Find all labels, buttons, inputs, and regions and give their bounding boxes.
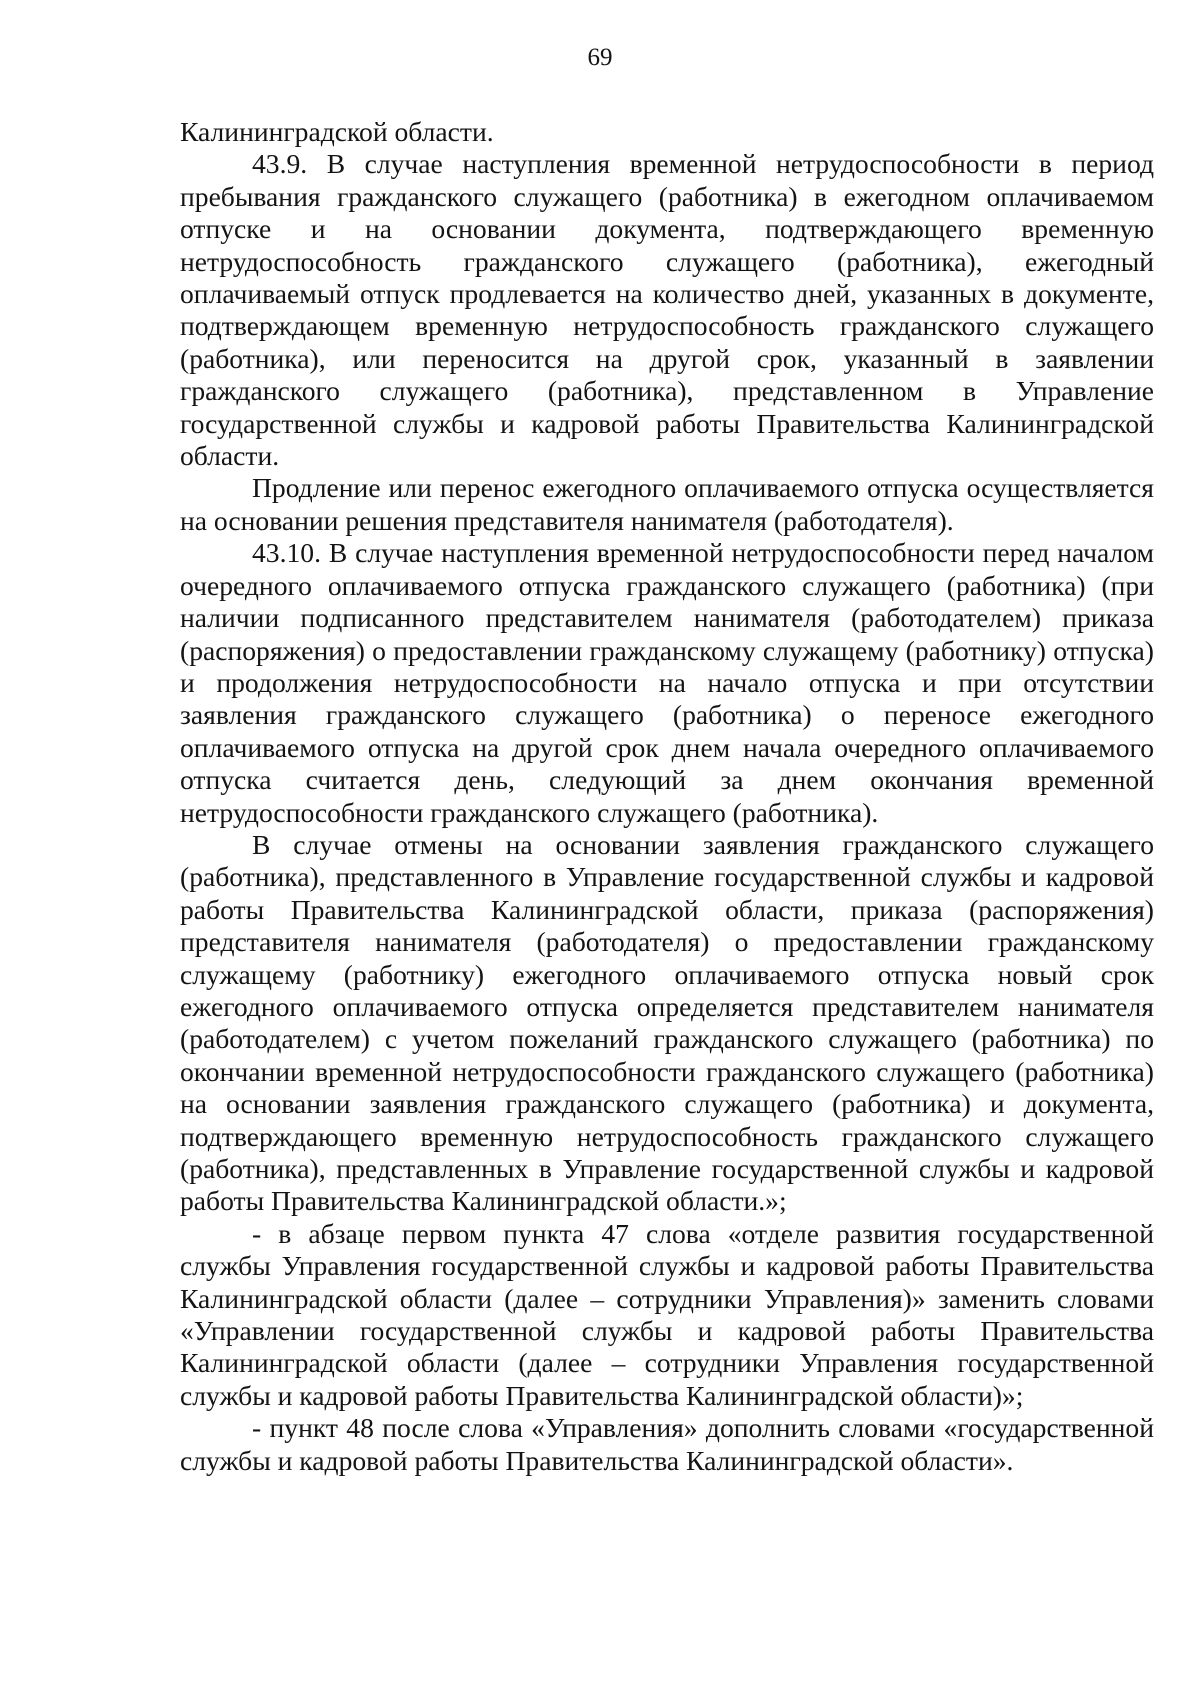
paragraph-cancellation: В случае отмены на основании заявления гражданского служащего (работника), представленного в Управление государственной службы и кадровой работы Правительства Калининградской области, приказа (распоряжения) представителя нанимателя (работодателя) о предоставлении гражданскому служащему (работнику) ежегодного оплачиваемого отпуска новый срок ежегодного оплачиваемого отпуска определяется представителем нанимателя (работодателем) с учетом пожеланий гражданского служащего (работника) по окончании временной нетрудоспособности гражданского служащего (работника) на основании заявления гражданского служащего (работника) и документа, подтверждающего временную нетрудоспособность гражданского служащего (работника), представленных в Управление государственной службы и кадровой работы Правительства Калининградской области.»; [180, 828, 1154, 1217]
document-body [180, 116, 1154, 1477]
paragraph-43-10: 43.10. В случае наступления временной нетрудоспособности перед началом очередного оплачиваемого отпуска гражданского служащего (работника) (при наличии подписанного представителем нанимателя (работодателем) приказа (распоряжения) о предоставлении гражданскому служащему (работнику) отпуска) и продолжения нетрудоспособности на начало отпуска и при отсутствии заявления гражданского служащего (работника) о переносе ежегодного оплачиваемого отпуска на другой срок днем начала очередного оплачиваемого отпуска считается день, следующий за днем окончания временной нетрудоспособности гражданского служащего (работника). [180, 537, 1154, 828]
paragraph-43-9: 43.9. В случае наступления временной нетрудоспособности в период пребывания гражданского служащего (работника) в ежегодном оплачиваемом отпуске и на основании документа, подтверждающего временную нетрудоспособность гражданского служащего (работника), ежегодный оплачиваемый отпуск продлевается на количество дней, указанных в документе, подтверждающем временную нетрудоспособность гражданского служащего (работника), или переносится на другой срок, указанный в заявлении гражданского служащего (работника), представленном в Управление государственной службы и кадровой работы Правительства Калининградской области. [180, 148, 1154, 472]
page-number: 69 [587, 44, 613, 71]
paragraph-extension-decision: Продление или перенос ежегодного оплачиваемого отпуска осуществляется на основании решения представителя нанимателя (работодателя). [180, 472, 1154, 536]
paragraph-amendment-47: - в абзаце первом пункта 47 слова «отделе развития государственной службы Управления государственной службы и кадровой работы Правительства Калининградской области (далее – сотрудники Управления)» заменить словами «Управлении государственной службы и кадровой работы Правительства Калининградской области (далее – сотрудники Управления государственной службы и кадровой работы Правительства Калининградской области)»; [180, 1217, 1154, 1411]
paragraph-amendment-48: - пункт 48 после слова «Управления» дополнить словами «государственной службы и кадровой работы Правительства Калининградской области». [180, 1412, 1154, 1476]
paragraph-continuation: Калининградской области. [180, 116, 494, 147]
